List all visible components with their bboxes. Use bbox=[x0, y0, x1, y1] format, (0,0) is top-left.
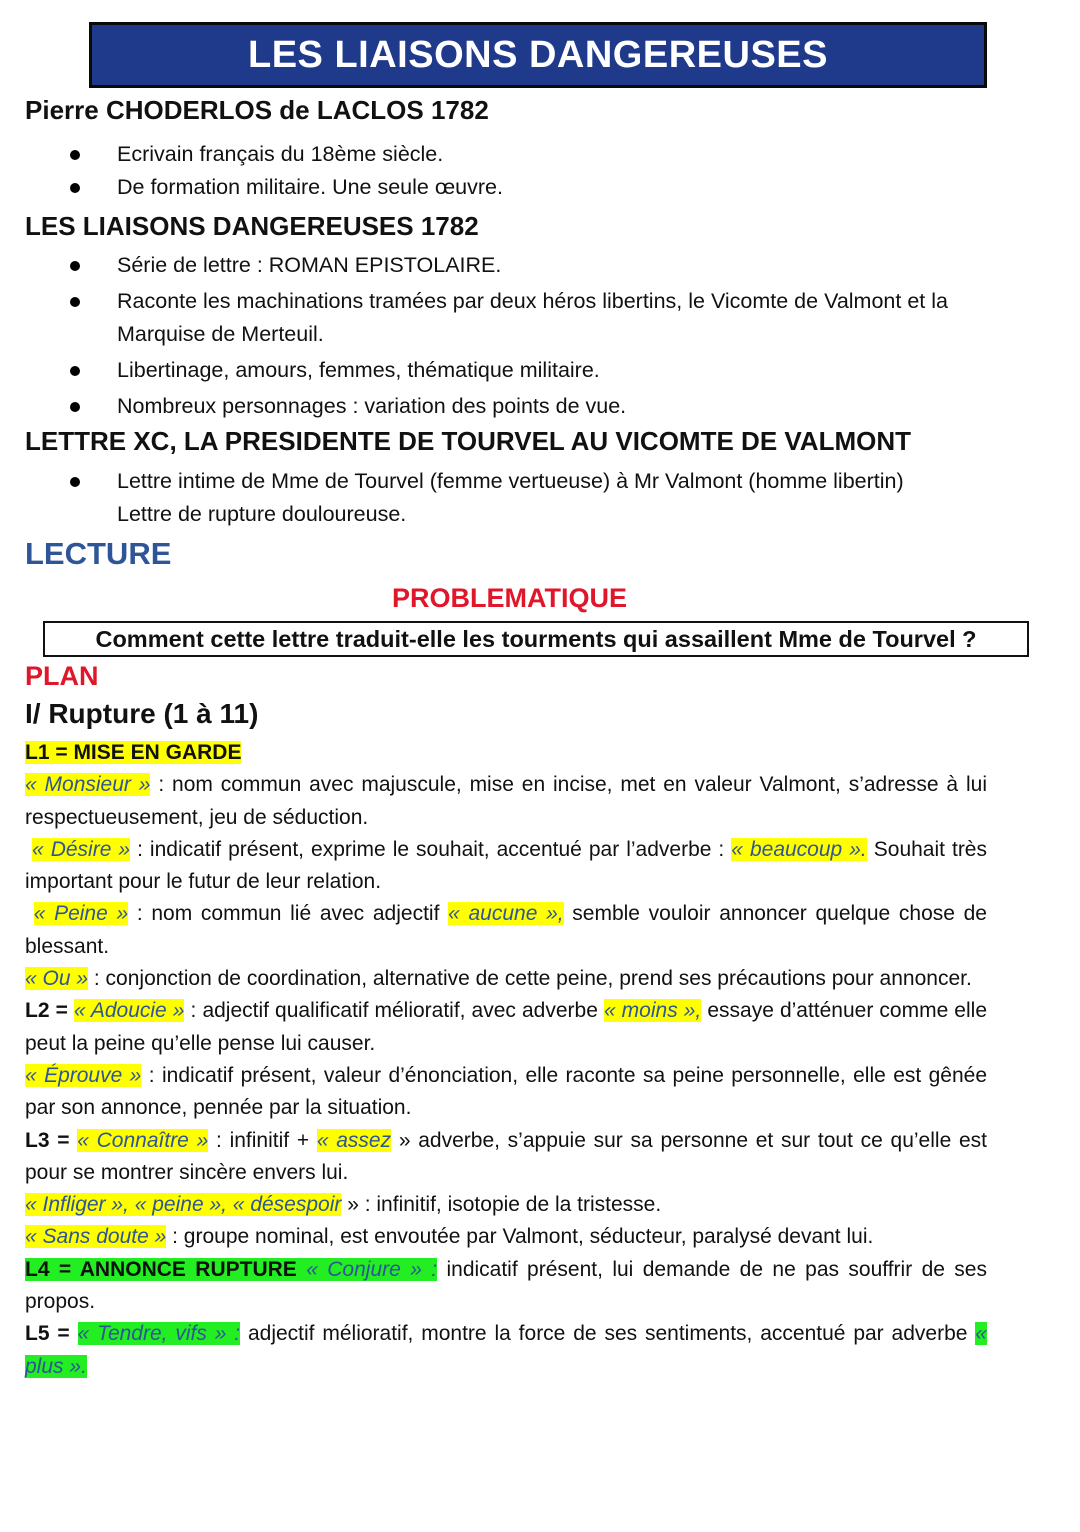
bullet-icon bbox=[70, 402, 80, 412]
letter-heading: LETTRE XC, LA PRESIDENTE DE TOURVEL AU VICOMTE DE VALMONT bbox=[25, 426, 911, 456]
quote-highlight: « Peine » bbox=[33, 902, 129, 926]
work-bullet-list bbox=[0, 249, 1080, 423]
bullet-icon bbox=[70, 183, 80, 193]
lecture-heading: LECTURE bbox=[25, 536, 172, 571]
quote-highlight: « Monsieur » bbox=[25, 773, 151, 797]
analysis-paragraph: L4 = ANNONCE RUPTURE « Conjure » : indicatif présent, lui demande de ne pas souffrir de ses propos. bbox=[25, 1257, 987, 1314]
list-item: Série de lettre : ROMAN EPISTOLAIRE. bbox=[0, 249, 997, 282]
quote-highlight: « plus ». bbox=[25, 1322, 987, 1378]
author-bullet-list bbox=[0, 138, 1080, 204]
quote-highlight: « Infliger », « peine », « désespoir bbox=[25, 1193, 342, 1217]
analysis-paragraph: L5 = « Tendre, vifs » : adjectif mélioratif, montre la force de ses sentiments, accentué par adverbe « plus ». bbox=[25, 1322, 987, 1378]
quote-highlight: « Adoucie » bbox=[73, 999, 185, 1023]
list-item: De formation militaire. Une seule œuvre. bbox=[0, 171, 997, 204]
problematique-question: Comment cette lettre traduit-elle les tourments qui assaillent Mme de Tourvel ? bbox=[95, 625, 977, 652]
l1-line bbox=[25, 737, 987, 769]
page-title: LES LIAISONS DANGEREUSES bbox=[248, 33, 828, 76]
l1-label: L1 = MISE EN GARDE bbox=[25, 741, 242, 764]
quote-highlight: « moins », bbox=[603, 999, 702, 1023]
quote-highlight: « Tendre, vifs » : bbox=[77, 1322, 241, 1346]
list-item: Lettre intime de Mme de Tourvel (femme vertueuse) à Mr Valmont (homme libertin) Lettre de rupture douloureuse. bbox=[0, 465, 937, 531]
analysis-paragraph: L2 = « Adoucie » : adjectif qualificatif mélioratif, avec adverbe « moins », essaye d’atténuer comme elle peut la peine qu’elle pense lui causer. bbox=[25, 999, 987, 1055]
analysis-text bbox=[25, 737, 987, 1383]
bullet-icon bbox=[70, 150, 80, 160]
l4-label: L4 = ANNONCE RUPTURE bbox=[25, 1257, 307, 1281]
quote-highlight: « Sans doute » bbox=[25, 1225, 167, 1249]
title-banner bbox=[89, 22, 987, 88]
analysis-paragraph: L3 = « Connaître » : infinitif + « assez » adverbe, s’appuie sur sa personne et sur tout ce qu’elle est pour se montrer sincère envers lui. bbox=[25, 1128, 987, 1184]
list-item: Ecrivain français du 18ème siècle. bbox=[0, 138, 997, 171]
analysis-paragraph: « Infliger », « peine », « désespoir » : infinitif, isotopie de la tristesse. bbox=[25, 1193, 662, 1217]
analysis-paragraph: « Peine » : nom commun lié avec adjectif « aucune », semble vouloir annoncer quelque chose de blessant. bbox=[25, 902, 987, 958]
quote-highlight: « aucune », bbox=[448, 902, 564, 926]
quote-highlight: « Éprouve » bbox=[25, 1063, 142, 1087]
list-item: Raconte les machinations tramées par deux héros libertins, le Vicomte de Valmont et la Marquise de Merteuil. bbox=[0, 285, 997, 351]
problematique-question-box bbox=[43, 621, 1029, 657]
bullet-icon bbox=[70, 297, 80, 307]
l3-label: L3 = bbox=[25, 1128, 78, 1152]
analysis-paragraph: « Éprouve » : indicatif présent, valeur d’énonciation, elle raconte sa peine personnelle, elle est gênée par son annonce, pennée par la situation. bbox=[25, 1063, 988, 1120]
analysis-paragraph: « Désire » : indicatif présent, exprime le souhait, accentué par l’adverbe : « beaucoup ». Souhait très important pour le futur de leur relation. bbox=[25, 837, 987, 894]
work-heading: LES LIAISONS DANGEREUSES 1782 bbox=[25, 211, 479, 241]
quote-highlight: « beaucoup ». bbox=[731, 837, 867, 861]
bullet-icon bbox=[70, 477, 80, 487]
letter-bullet-list bbox=[0, 465, 1080, 531]
quote-highlight: « Conjure » : bbox=[306, 1257, 438, 1281]
section-title: I/ Rupture (1 à 11) bbox=[25, 698, 259, 729]
plan-heading: PLAN bbox=[25, 661, 99, 691]
list-item: Libertinage, amours, femmes, thématique militaire. bbox=[0, 354, 997, 387]
bullet-icon bbox=[70, 261, 80, 271]
quote-highlight: « Ou » bbox=[25, 967, 89, 991]
quote-highlight: « assez bbox=[316, 1128, 392, 1152]
l2-label: L2 = bbox=[25, 999, 74, 1023]
problematique-heading: PROBLEMATIQUE bbox=[392, 583, 627, 613]
l5-label: L5 = bbox=[25, 1322, 78, 1346]
author-heading: Pierre CHODERLOS de LACLOS 1782 bbox=[25, 95, 489, 125]
analysis-paragraph: « Ou » : conjonction de coordination, alternative de cette peine, prend ses précautions pour annoncer. bbox=[25, 967, 972, 991]
analysis-paragraph: « Sans doute » : groupe nominal, est envoutée par Valmont, séducteur, paralysé devant lui. bbox=[25, 1225, 874, 1249]
list-item: Nombreux personnages : variation des points de vue. bbox=[0, 390, 997, 423]
quote-highlight: « Désire » bbox=[32, 837, 131, 861]
bullet-icon bbox=[70, 366, 80, 376]
quote-highlight: « Connaître » bbox=[77, 1128, 209, 1152]
analysis-paragraph: « Monsieur » : nom commun avec majuscule, mise en incise, met en valeur Valmont, s’adresse à lui respectueusement, jeu de séduction. bbox=[25, 773, 987, 829]
